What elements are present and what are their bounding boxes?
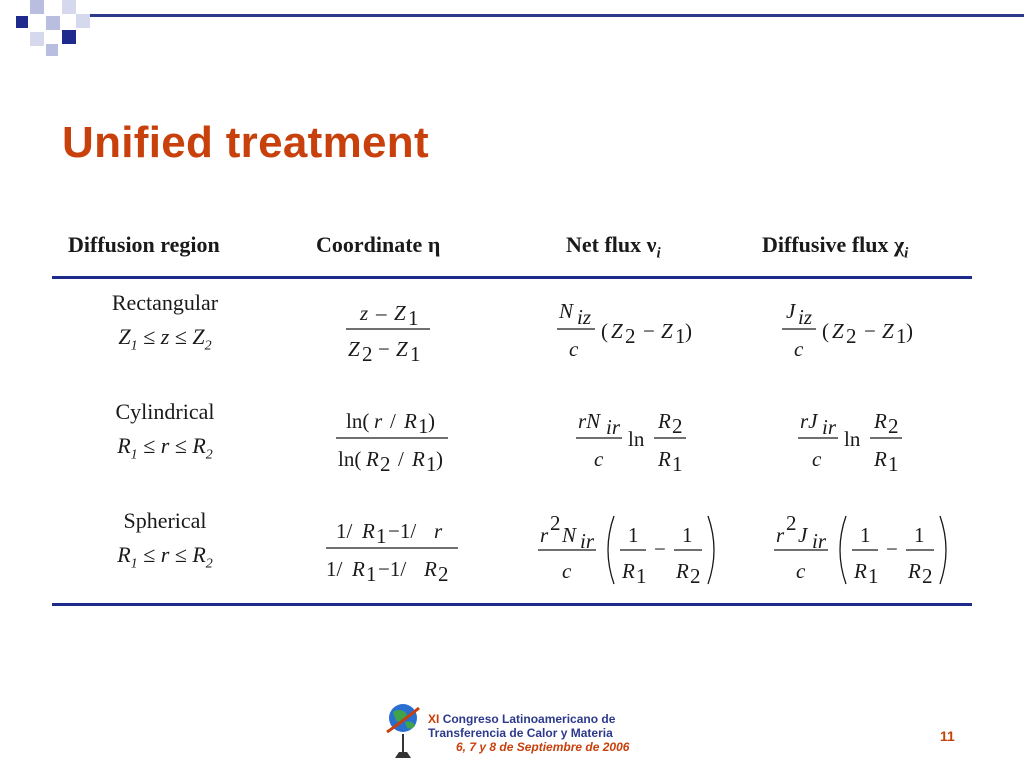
svg-text:−: − <box>864 319 876 343</box>
decor-square <box>30 32 44 46</box>
svg-text:c: c <box>812 447 822 471</box>
page-number: 11 <box>940 728 955 744</box>
net-flux-formula <box>574 404 704 476</box>
header-diffusive-flux: Diffusive flux $\chi_i$ <box>762 232 909 262</box>
svg-text:1: 1 <box>675 324 686 348</box>
diffusive-flux-formula <box>772 510 962 590</box>
svg-text:1: 1 <box>408 306 419 330</box>
svg-text:Z: Z <box>882 319 894 343</box>
svg-text:−: − <box>643 319 655 343</box>
coordinate-formula <box>330 404 460 476</box>
svg-text:Z: Z <box>661 319 673 343</box>
region-name: Rectangular <box>111 290 219 315</box>
svg-text:/: / <box>390 409 396 433</box>
svg-text:1: 1 <box>376 524 387 548</box>
diffusive-flux-formula <box>780 296 940 368</box>
svg-text:Z: Z <box>396 337 408 361</box>
svg-text:R: R <box>424 557 437 581</box>
svg-text:R: R <box>874 447 887 471</box>
table-rule-bottom <box>52 603 972 606</box>
net-flux-formula <box>555 296 715 368</box>
svg-text:): ) <box>436 447 443 471</box>
svg-text:rN: rN <box>578 409 601 433</box>
svg-text:rJ: rJ <box>800 409 818 433</box>
decor-square <box>62 0 76 14</box>
svg-text:2: 2 <box>888 414 899 438</box>
svg-text:): ) <box>428 409 435 433</box>
conference-name: XI Congreso Latinoamericano de Transferencia de Calor y Materia 6, 7 y 8 de Septiembre de 2006 <box>428 712 630 754</box>
svg-text:–: – <box>376 301 387 325</box>
svg-text:1: 1 <box>914 523 925 547</box>
svg-text:1: 1 <box>366 562 377 586</box>
svg-text:R: R <box>658 447 671 471</box>
svg-text:2: 2 <box>846 324 857 348</box>
svg-text:2: 2 <box>672 414 683 438</box>
header-diffusion-region: Diffusion region <box>68 232 220 257</box>
svg-text:ir: ir <box>606 415 621 439</box>
svg-text:2: 2 <box>380 452 391 476</box>
svg-text:R: R <box>404 409 417 433</box>
svg-text:R: R <box>362 519 375 543</box>
svg-text:R: R <box>412 447 425 471</box>
svg-text:R: R <box>352 557 365 581</box>
svg-text:ln(: ln( <box>338 447 362 471</box>
svg-text:2: 2 <box>922 564 933 588</box>
coordinate-formula <box>338 296 438 368</box>
svg-text:N: N <box>562 523 577 547</box>
svg-text:r: r <box>540 523 549 547</box>
header-net-flux: Net flux $\nu_i$ <box>566 232 661 262</box>
svg-text:2: 2 <box>438 562 449 586</box>
decor-square <box>46 44 58 56</box>
svg-text:c: c <box>794 337 804 361</box>
svg-text:1: 1 <box>426 452 437 476</box>
svg-text:r: r <box>434 519 443 543</box>
header-bar <box>90 14 1024 17</box>
svg-text:1: 1 <box>860 523 871 547</box>
svg-text:ir: ir <box>822 415 837 439</box>
decor-square <box>30 0 44 14</box>
svg-text:R: R <box>366 447 379 471</box>
region-name: Spherical <box>123 508 207 533</box>
svg-text:R: R <box>908 559 921 583</box>
svg-text:2: 2 <box>786 511 797 535</box>
decor-square <box>16 16 28 28</box>
svg-text:−: − <box>378 337 390 361</box>
svg-text:−1/: −1/ <box>388 519 417 543</box>
svg-text:ir: ir <box>580 529 595 553</box>
svg-text:R: R <box>874 409 887 433</box>
svg-text:R: R <box>854 559 867 583</box>
decor-square <box>46 16 60 30</box>
table-row <box>60 508 270 572</box>
svg-text:ir: ir <box>812 529 827 553</box>
coordinate-formula <box>320 514 470 586</box>
svg-text:c: c <box>796 559 806 583</box>
svg-text:J: J <box>786 299 796 323</box>
svg-text:r: r <box>776 523 785 547</box>
svg-text:1: 1 <box>672 452 683 476</box>
diffusive-flux-formula <box>796 404 926 476</box>
net-flux-formula <box>536 510 726 590</box>
svg-text:ln: ln <box>628 427 645 451</box>
svg-text:ln: ln <box>844 427 861 451</box>
svg-text:iz: iz <box>577 305 592 329</box>
svg-text:(: ( <box>601 319 608 343</box>
svg-text:c: c <box>594 447 604 471</box>
globe-logo-icon <box>385 702 419 736</box>
svg-text:1: 1 <box>682 523 693 547</box>
svg-text:Z: Z <box>348 337 360 361</box>
svg-text:c: c <box>569 337 579 361</box>
svg-text:r: r <box>374 409 383 433</box>
svg-text:−1/: −1/ <box>378 557 407 581</box>
table-rule-top <box>52 276 972 279</box>
slide-title: Unified treatment <box>62 118 429 167</box>
svg-text:Z: Z <box>611 319 623 343</box>
svg-text:−: − <box>886 537 898 561</box>
svg-text:1: 1 <box>896 324 907 348</box>
svg-text:R: R <box>622 559 635 583</box>
comparison-table <box>52 222 972 277</box>
svg-text:1: 1 <box>636 564 647 588</box>
svg-text:1/: 1/ <box>336 519 353 543</box>
svg-text:J: J <box>798 523 808 547</box>
region-range: $R_1 \le r \le R_2$ <box>117 542 213 572</box>
decor-square <box>76 14 90 28</box>
svg-text:R: R <box>676 559 689 583</box>
svg-text:1: 1 <box>868 564 879 588</box>
svg-text:(: ( <box>822 319 829 343</box>
svg-text:Z: Z <box>394 301 406 325</box>
table-header <box>52 222 972 277</box>
svg-text:N: N <box>559 299 574 323</box>
svg-text:2: 2 <box>625 324 636 348</box>
svg-text:c: c <box>562 559 572 583</box>
svg-text:): ) <box>685 319 692 343</box>
svg-text:2: 2 <box>690 564 701 588</box>
svg-text:−: − <box>654 537 666 561</box>
svg-text:ln(: ln( <box>346 409 370 433</box>
svg-text:1: 1 <box>410 342 421 366</box>
svg-text:R: R <box>658 409 671 433</box>
svg-text:1: 1 <box>888 452 899 476</box>
svg-text:2: 2 <box>550 511 561 535</box>
svg-text:1/: 1/ <box>326 557 343 581</box>
svg-text:2: 2 <box>362 342 373 366</box>
table-row <box>60 399 270 463</box>
svg-text:): ) <box>906 319 913 343</box>
svg-text:1: 1 <box>628 523 639 547</box>
table-row <box>60 290 270 354</box>
decor-square <box>62 30 76 44</box>
svg-text:/: / <box>398 447 404 471</box>
region-range: $Z_1 \le z \le Z_2$ <box>118 324 212 354</box>
svg-text:iz: iz <box>798 305 813 329</box>
svg-text:z: z <box>360 301 369 325</box>
header-coordinate: Coordinate η <box>316 232 441 257</box>
region-name: Cylindrical <box>115 399 215 424</box>
svg-text:Z: Z <box>832 319 844 343</box>
svg-text:1: 1 <box>418 414 429 438</box>
region-range: $R_1 \le r \le R_2$ <box>117 433 213 463</box>
